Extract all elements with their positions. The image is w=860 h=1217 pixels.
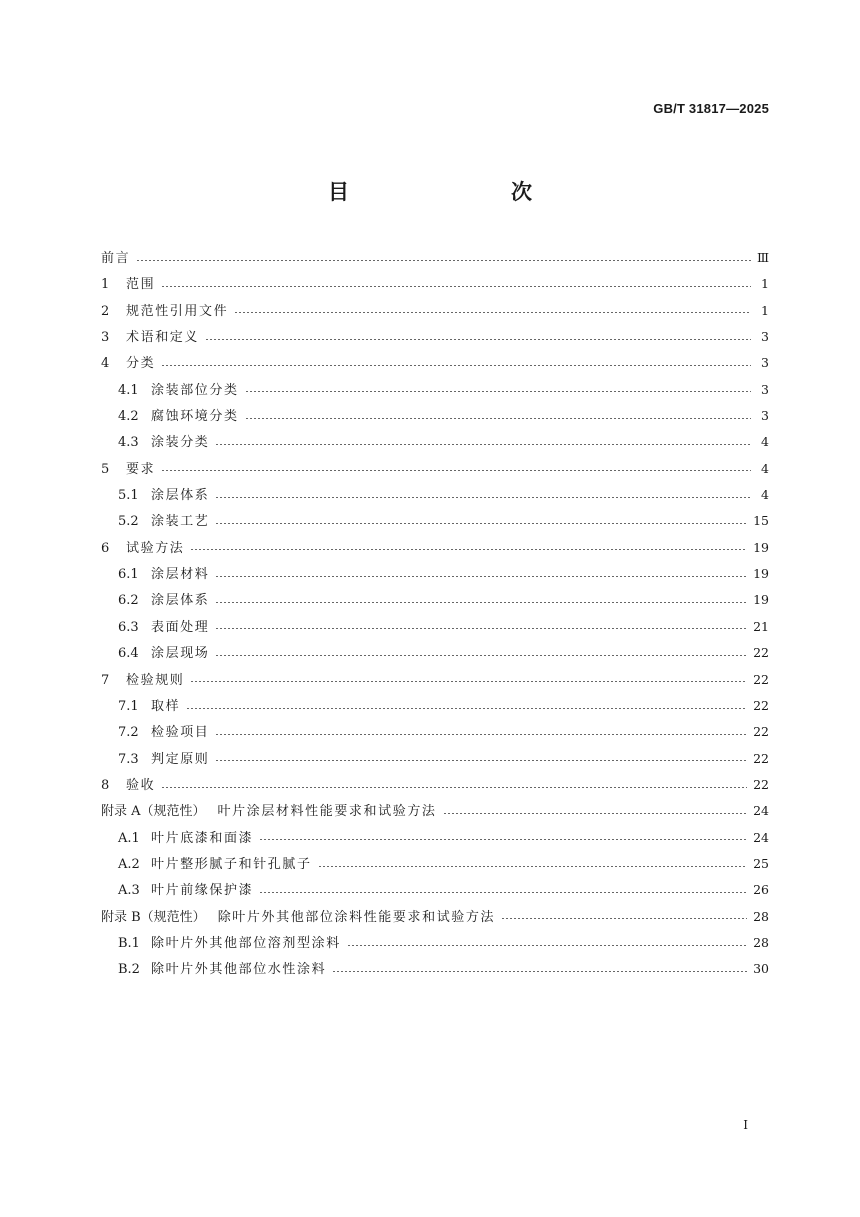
dot-leader [186, 708, 747, 709]
page-title: 目 次 [328, 180, 572, 204]
dot-leader [190, 549, 747, 550]
dot-leader [332, 971, 747, 972]
toc-entry[interactable] [101, 614, 769, 640]
toc-entry-number: 4.1 [118, 382, 139, 398]
toc-entry-label: 验收 [126, 777, 156, 793]
dot-leader [215, 734, 747, 735]
toc-entry-number: 3 [101, 330, 110, 346]
toc-entry-page: 24 [753, 829, 769, 845]
toc-entry-label: 分类 [126, 356, 156, 372]
dot-leader [245, 391, 751, 392]
toc-entry-label: 叶片整形腻子和针孔腻子 [151, 856, 312, 872]
toc-entry[interactable] [101, 271, 769, 297]
toc-entry-page: 24 [753, 803, 769, 819]
toc-entry[interactable] [101, 403, 769, 429]
toc-entry-number: 7.2 [118, 725, 139, 741]
dot-leader [161, 286, 751, 287]
toc-entry-page: 3 [761, 408, 769, 424]
toc-entry-label: 除叶片外其他部位水性涂料 [151, 962, 327, 978]
toc-entry-page: 19 [753, 539, 769, 555]
toc-entry-page: 19 [753, 566, 769, 582]
toc-entry[interactable] [101, 561, 769, 587]
toc-entry-number: 4 [101, 356, 110, 372]
toc-entry-label: 取样 [151, 698, 181, 714]
dot-leader [347, 945, 747, 946]
toc-entry[interactable] [101, 640, 769, 666]
dot-leader [318, 866, 747, 867]
toc-entry-number: A.1 [118, 830, 140, 846]
toc-entry-label: 除叶片外其他部位涂料性能要求和试验方法 [217, 909, 496, 925]
toc-entry-label: 涂层体系 [151, 593, 210, 609]
toc-entry-page: 3 [761, 355, 769, 371]
dot-leader [234, 312, 751, 313]
toc-entry-number: 2 [101, 303, 110, 319]
toc-entry-label: 涂装工艺 [151, 514, 210, 530]
toc-entry-number: 6.2 [118, 593, 139, 609]
toc-entry-label: 术语和定义 [126, 330, 200, 346]
toc-entry[interactable] [101, 298, 769, 324]
toc-entry-number: 7 [101, 672, 110, 688]
dot-leader [501, 918, 747, 919]
dot-leader [215, 602, 747, 603]
toc-entry-page: 15 [753, 513, 769, 529]
standard-code: GB/T 31817—2025 [653, 101, 769, 116]
toc-entry-number: 4.3 [118, 435, 139, 451]
toc-entry-page: 22 [753, 697, 769, 713]
toc-entry-page: 28 [753, 908, 769, 924]
toc-entry-page: 1 [761, 302, 769, 318]
toc-entry-label: 涂装分类 [151, 435, 210, 451]
toc-entry-page: 30 [753, 961, 769, 977]
toc-entry-page: 28 [753, 934, 769, 950]
toc-entry-page: 21 [753, 618, 769, 634]
toc-entry-page: 3 [761, 381, 769, 397]
toc-entry[interactable] [101, 746, 769, 772]
toc-entry[interactable] [101, 508, 769, 534]
toc-entry-label: 表面处理 [151, 619, 210, 635]
toc-entry-page: 22 [753, 750, 769, 766]
toc-entry-page: 4 [761, 460, 769, 476]
toc-entry[interactable] [101, 377, 769, 403]
toc-entry[interactable] [101, 535, 769, 561]
toc-entry-number: 5.1 [118, 488, 139, 504]
dot-leader [161, 787, 747, 788]
toc-entry[interactable] [101, 482, 769, 508]
toc-entry-number: 1 [101, 277, 110, 293]
dot-leader [245, 418, 751, 419]
dot-leader [215, 628, 747, 629]
toc-entry[interactable] [101, 877, 769, 903]
toc-entry-label: 叶片前缘保护漆 [151, 883, 254, 899]
dot-leader [215, 497, 751, 498]
toc-entry[interactable] [101, 693, 769, 719]
toc-entry-number: 6 [101, 540, 110, 556]
toc-entry-label: 前言 [101, 251, 131, 266]
table-of-contents [101, 245, 769, 983]
toc-entry[interactable] [101, 667, 769, 693]
toc-entry[interactable] [101, 587, 769, 613]
toc-entry-number: B.2 [118, 962, 140, 978]
dot-leader [215, 444, 751, 445]
dot-leader [161, 470, 751, 471]
toc-entry-label: 叶片底漆和面漆 [151, 830, 254, 846]
toc-entry-label: 涂层体系 [151, 488, 210, 504]
toc-entry-number: 5.2 [118, 514, 139, 530]
toc-entry-label: 涂层现场 [151, 646, 210, 662]
toc-entry[interactable] [101, 798, 769, 824]
toc-entry-label: 除叶片外其他部位溶剂型涂料 [151, 935, 341, 951]
toc-entry[interactable] [101, 456, 769, 482]
toc-entry-label: 叶片涂层材料性能要求和试验方法 [217, 804, 437, 820]
toc-entry-number: A.3 [118, 883, 140, 899]
dot-leader [215, 760, 747, 761]
toc-entry[interactable] [101, 719, 769, 745]
toc-entry[interactable] [101, 350, 769, 376]
toc-entry[interactable] [101, 930, 769, 956]
toc-entry-number: 附录 B（规范性） [101, 909, 206, 925]
dot-leader [259, 892, 747, 893]
toc-entry-page: 3 [761, 329, 769, 345]
toc-entry-number: 6.4 [118, 646, 139, 662]
toc-entry-page: 25 [753, 855, 769, 871]
toc-entry-page: 22 [753, 724, 769, 740]
toc-entry[interactable] [101, 429, 769, 455]
toc-entry-label: 要求 [126, 461, 156, 477]
toc-entry-number: A.2 [118, 856, 140, 872]
toc-entry-number: 6.3 [118, 619, 139, 635]
toc-entry[interactable] [101, 851, 769, 877]
dot-leader [215, 523, 747, 524]
toc-entry[interactable] [101, 956, 769, 982]
toc-entry-number: 7.1 [118, 698, 139, 714]
dot-leader [205, 339, 751, 340]
toc-entry[interactable] [101, 245, 769, 271]
dot-leader [215, 655, 747, 656]
toc-entry-number: 4.2 [118, 409, 139, 425]
toc-entry-number: 7.3 [118, 751, 139, 767]
toc-entry-page: 22 [753, 776, 769, 792]
toc-entry-label: 检验规则 [126, 672, 185, 688]
toc-entry-number: 附录 A（规范性） [101, 804, 206, 820]
toc-entry-label: 涂装部位分类 [151, 382, 239, 398]
dot-leader [190, 681, 747, 682]
toc-entry-label: 范围 [126, 277, 156, 293]
toc-entry-number: 5 [101, 461, 110, 477]
toc-entry-page: 4 [761, 434, 769, 450]
toc-entry-number: B.1 [118, 935, 140, 951]
toc-entry[interactable] [101, 772, 769, 798]
toc-entry-page: 4 [761, 487, 769, 503]
dot-leader [259, 839, 747, 840]
toc-entry-label: 涂层材料 [151, 567, 210, 583]
toc-entry-page: 19 [753, 592, 769, 608]
toc-entry-label: 规范性引用文件 [126, 303, 229, 319]
toc-entry-label: 检验项目 [151, 725, 210, 741]
dot-leader [443, 813, 748, 814]
toc-entry-label: 判定原则 [151, 751, 210, 767]
page-number: I [743, 1118, 748, 1132]
toc-entry-page: 26 [753, 882, 769, 898]
toc-entry-page: 22 [753, 645, 769, 661]
toc-entry-page: 1 [761, 276, 769, 292]
toc-entry-page: Ⅲ [756, 250, 769, 265]
dot-leader [136, 260, 751, 261]
toc-entry-label: 试验方法 [126, 540, 185, 556]
toc-entry-page: 22 [753, 671, 769, 687]
dot-leader [215, 576, 747, 577]
toc-entry-number: 8 [101, 777, 110, 793]
dot-leader [161, 365, 751, 366]
toc-entry[interactable] [101, 825, 769, 851]
toc-entry-number: 6.1 [118, 567, 139, 583]
toc-entry[interactable] [101, 324, 769, 350]
toc-entry[interactable] [101, 904, 769, 930]
toc-entry-label: 腐蚀环境分类 [151, 409, 239, 425]
